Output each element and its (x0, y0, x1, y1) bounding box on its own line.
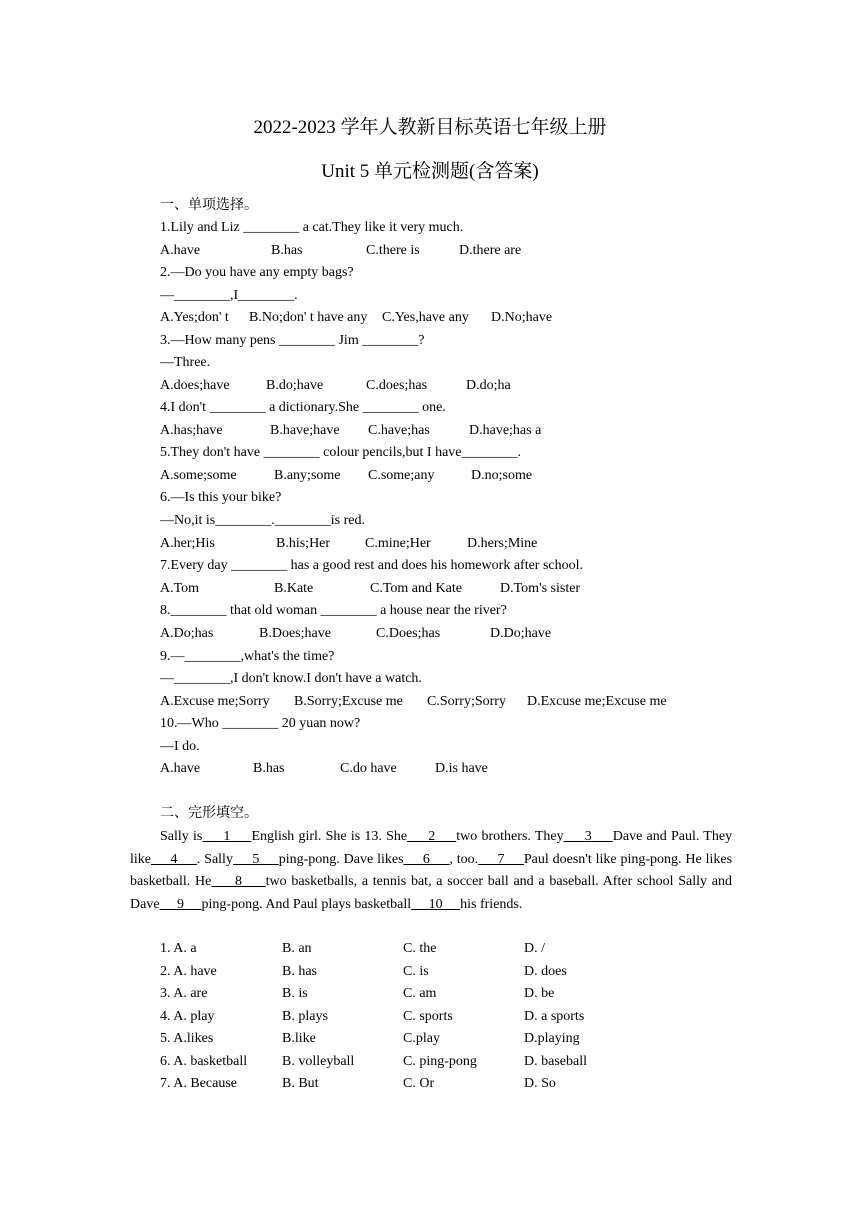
blank-5 (233, 852, 279, 867)
blank-2 (407, 829, 456, 844)
option-c: C.mine;Her (365, 536, 431, 551)
option-b: B.do;have (266, 378, 324, 393)
option-d: D.Do;have (490, 626, 552, 641)
document-title: 2022-2023 学年人教新目标英语七年级上册 (253, 117, 607, 138)
passage-text: English girl. She is 13. She (251, 829, 408, 844)
option-c: C. am (403, 986, 437, 1001)
option-b: B. is (282, 986, 308, 1001)
section2-heading: 二、完形填空。 (160, 806, 258, 821)
blank-number: 3 (584, 829, 592, 844)
option-b: B.have;have (270, 423, 340, 438)
question-8-stem: 8.________ that old woman ________ a house near the river? (160, 603, 507, 618)
blank-3 (564, 829, 613, 844)
option-b: B.Sorry;Excuse me (294, 694, 403, 709)
passage-text: his friends. (460, 896, 523, 912)
option-d: D. be (524, 986, 555, 1001)
question-6-answer-line: —No,it is________.________is red. (160, 513, 365, 528)
option-c: C.Does;has (376, 626, 441, 641)
option-c: C.Yes,have any (382, 310, 469, 325)
passage-text: two brothers. They (456, 829, 564, 844)
question-2-stem: 2.—Do you have any empty bags? (160, 265, 354, 280)
question-3-stem: 3.—How many pens ________ Jim ________? (160, 333, 425, 348)
option-b: B. plays (282, 1009, 328, 1024)
option-b: B.Kate (274, 581, 314, 596)
passage-text: . Sally (196, 851, 233, 867)
passage-text: two basketballs, a tennis bat, a soccer ball and a baseball. After school Sally and Dave (130, 874, 732, 912)
option-d: D. baseball (524, 1054, 587, 1069)
option-a: 6. A. basketball (160, 1054, 248, 1069)
option-c: C. sports (403, 1009, 453, 1024)
question-6-stem: 6.—Is this your bike? (160, 490, 282, 505)
option-a: A.have (160, 761, 201, 776)
cloze-passage (130, 826, 732, 916)
option-d: D.have;has a (469, 423, 542, 438)
blank-9 (160, 897, 202, 912)
option-a: A.Do;has (160, 626, 214, 641)
question-5-stem: 5.They don't have ________ colour pencils,but I have________. (160, 445, 522, 460)
option-b: B.like (282, 1031, 316, 1046)
option-a: 7. A. Because (160, 1076, 237, 1091)
blank-number: 1 (223, 829, 231, 844)
blank-1 (202, 829, 251, 844)
question-9-stem: 9.—________,what's the time? (160, 649, 335, 664)
passage-text: ping-pong. Dave likes (278, 851, 404, 867)
option-a: 1. A. a (160, 941, 197, 956)
blank-number: 8 (235, 874, 242, 889)
option-b: B.Does;have (259, 626, 331, 641)
option-a: 3. A. are (160, 986, 208, 1001)
option-c: C. Or (403, 1076, 435, 1091)
option-a: A.has;have (160, 423, 223, 438)
option-d: D.no;some (471, 468, 533, 483)
option-b: B. volleyball (282, 1054, 355, 1069)
question-2-answer-line: —________,I________. (160, 288, 298, 303)
option-d: D.there are (459, 243, 522, 258)
option-d: D.do;ha (466, 378, 511, 393)
option-d: D. does (524, 964, 567, 979)
option-c: C.do have (340, 761, 397, 776)
blank-4 (151, 852, 197, 867)
option-c: C.Sorry;Sorry (427, 694, 506, 709)
blank-number: 2 (428, 829, 436, 844)
blank-number: 5 (252, 851, 260, 867)
option-b: B. But (282, 1076, 319, 1091)
option-c: C.some;any (368, 468, 435, 483)
blank-8 (211, 874, 265, 889)
option-a: 4. A. play (160, 1009, 215, 1024)
option-a: 5. A.likes (160, 1031, 214, 1046)
option-a: 2. A. have (160, 964, 217, 979)
blank-7 (478, 852, 524, 867)
option-c: C. the (403, 941, 437, 956)
passage-text: Paul doesn't like ping-pong. He likes basketball. He (130, 851, 733, 889)
option-d: D.is have (435, 761, 488, 776)
option-c: C. ping-pong (403, 1054, 477, 1069)
blank-6 (404, 852, 450, 867)
passage-text: , too. (449, 851, 479, 867)
blank-number: 4 (170, 851, 178, 867)
question-10-answer-line: —I do. (160, 739, 200, 754)
section1-heading: 一、单项选择。 (160, 198, 258, 213)
option-a: A.Yes;don' t (160, 310, 229, 325)
option-a: A.does;have (160, 378, 230, 393)
option-c: C. is (403, 964, 429, 979)
option-b: B.his;Her (276, 536, 331, 551)
question-4-stem: 4.I don't ________ a dictionary.She ________ one. (160, 400, 446, 415)
option-d: D. So (524, 1076, 556, 1091)
option-d: D. / (524, 941, 545, 956)
option-c: C.play (403, 1031, 440, 1046)
blank-number: 10 (428, 896, 443, 912)
option-c: C.does;has (366, 378, 428, 393)
question-9-answer-line: —________,I don't know.I don't have a watch. (160, 671, 422, 686)
blank-number: 9 (177, 896, 185, 912)
option-c: C.Tom and Kate (370, 581, 462, 596)
option-a: A.Tom (160, 581, 200, 596)
passage-text: Dave and Paul. They like (130, 829, 733, 867)
option-c: C.have;has (368, 423, 430, 438)
option-b: B.has (253, 761, 285, 776)
question-3-answer-line: —Three. (160, 355, 211, 370)
option-d: D.playing (524, 1031, 580, 1046)
option-c: C.there is (366, 243, 420, 258)
blank-number: 7 (497, 851, 505, 867)
option-a: A.some;some (160, 468, 237, 483)
option-d: D.Excuse me;Excuse me (527, 694, 667, 709)
option-a: A.her;His (160, 536, 215, 551)
option-b: B.No;don' t have any (249, 310, 368, 325)
option-b: B. has (282, 964, 317, 979)
passage-text: Sally is (160, 829, 203, 844)
blank-10 (411, 897, 460, 912)
passage-text: ping-pong. And Paul plays basketball (201, 896, 412, 912)
option-d: D.No;have (491, 310, 553, 325)
option-d: D.Tom's sister (500, 581, 581, 596)
document-subtitle: Unit 5 单元检测题(含答案) (321, 161, 539, 182)
option-b: B.has (271, 243, 303, 258)
option-a: A.have (160, 243, 201, 258)
question-7-stem: 7.Every day ________ has a good rest and does his homework after school. (160, 558, 584, 573)
option-a: A.Excuse me;Sorry (160, 694, 270, 709)
question-10-stem: 10.—Who ________ 20 yuan now? (160, 716, 361, 731)
option-b: B.any;some (274, 468, 341, 483)
option-d: D.hers;Mine (467, 536, 538, 551)
blank-number: 6 (422, 851, 430, 867)
question-1-stem: 1.Lily and Liz ________ a cat.They like it very much. (160, 220, 464, 235)
option-b: B. an (282, 941, 312, 956)
option-d: D. a sports (524, 1009, 585, 1024)
